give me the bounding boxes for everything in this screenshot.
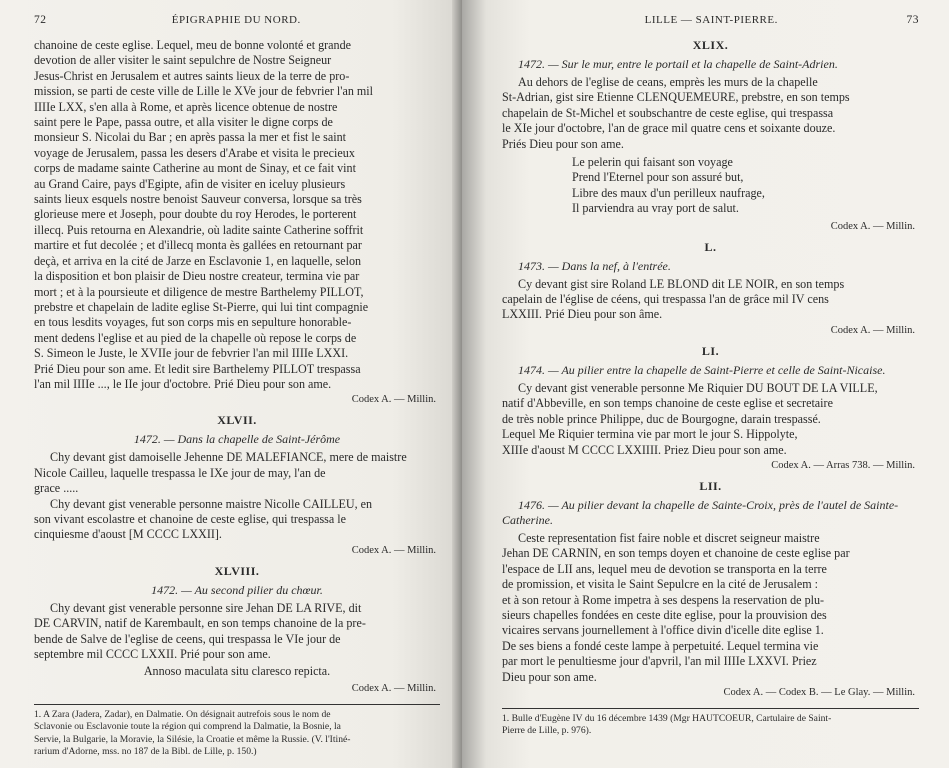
- verse-line: Le pelerin qui faisant son voyage: [572, 155, 733, 170]
- text-line: vicaires servans journellement à l'office divin d'icelle dite eglise 1.: [502, 623, 824, 638]
- entry-heading: [502, 259, 919, 274]
- codex-citation: Codex A. — Millin.: [830, 324, 915, 336]
- codex-citation: Codex A. — Arras 738. — Millin.: [771, 459, 915, 471]
- text-line: Cy devant gist sire Roland LE BLOND dit LE NOIR, en son temps: [518, 276, 845, 291]
- text-line: le XIe jour d'octobre, l'an de grace mil quatre cens et soixante douze.: [502, 121, 836, 136]
- text-line: Chy devant gist venerable personne sire Jehan DE LA RIVE, dit: [50, 600, 362, 615]
- footnote-rule: [502, 708, 919, 709]
- verse-line: Prend l'Eternel pour son assuré but,: [572, 170, 744, 185]
- text-line: l'an mil IIIIe ..., le IIe jour d'octobre. Prié Dieu pour son ame.: [34, 376, 332, 391]
- text-line: la disposition et bon plaisir de Dieu nostre createur, termina vie par: [34, 269, 360, 284]
- text-line: chanoine de ceste eglise. Lequel, meu de bonne volonté et grande: [34, 38, 352, 52]
- footnote-line: 1. A Zara (Jadera, Zadar), en Dalmatie. On désignait autrefois sous le nom de: [34, 708, 331, 720]
- text-line: prebstre et chapelain de ladite eglise St-Pierre, qui lui tint compagnie: [34, 299, 369, 314]
- text-line: S. Simeon le Juste, le XVIIe jour de febvrier l'an mil IIIIe LXXI.: [34, 346, 349, 361]
- entry-heading-text: 1472. — Dans la chapelle de Saint-Jérôme: [133, 432, 341, 447]
- entry-heading: [34, 432, 440, 447]
- entry-heading-text: 1473. — Dans la nef, à l'entrée.: [518, 258, 671, 273]
- text-line: Priés Dieu pour son ame.: [502, 136, 624, 151]
- text-line: en tous lesdits voyages, fut son corps mis en sepulture honorable-: [34, 315, 352, 330]
- text-line: au Grand Caire, pays d'Egipte, afin de visiter en iceluy plusieurs: [34, 176, 346, 191]
- entry-heading-text: 1472. — Au second pilier du chœur.: [151, 582, 323, 597]
- right-page-number: 73: [906, 14, 919, 26]
- text-line: saint pere le Pape, passa outre, et alla visiter le digne corps de: [34, 115, 333, 130]
- text-line: son vivant escolastre et chanoine de ceste eglise, qui trespassa le: [34, 511, 346, 526]
- right-footnote: [502, 713, 919, 738]
- french-verse: [572, 155, 919, 217]
- entry-heading-text: 1472. — Sur le mur, entre le portail et la chapelle de Saint-Adrien.: [518, 57, 838, 71]
- left-page: [0, 0, 462, 768]
- entry-body: [34, 450, 440, 542]
- codex-citation: Codex A. — Millin.: [351, 394, 436, 406]
- left-running-head: ÉPIGRAPHIE DU NORD.: [171, 14, 301, 26]
- text-line: mort ; et à la poursieute et diligence de mestre Barthelemy PILLOT,: [34, 284, 364, 299]
- entry-heading-text: 1476. — Au pilier devant la chapelle de Sainte-Croix, près de l'autel de Sainte-Catherine.: [502, 497, 899, 527]
- entry-heading: [502, 498, 919, 528]
- text-line: martire et fut decolée ; et d'illecq monta ès gallées en retournant par: [34, 238, 362, 253]
- left-page-number: 72: [34, 14, 47, 26]
- text-line: illecq. Puis retourna en Alexandrie, où ladite sainte Catherine soffrit: [34, 222, 364, 237]
- text-line: glorieuse mere et Joseph, pour doubte du roy Herodes, le porterent: [34, 207, 357, 222]
- left-footnote: [34, 709, 440, 759]
- text-line: De ses biens a fondé ceste lampe à perpetuité. Lequel termina vie: [502, 638, 819, 653]
- entry-heading: [502, 363, 919, 378]
- text-line: et à son retour à Rome impetra à ses despens la reservation de plu-: [502, 592, 825, 607]
- entry-body: [502, 75, 919, 152]
- text-line: cinquiesme d'aoust [M CCCC LXXII].: [34, 527, 222, 542]
- entry-body: [502, 381, 919, 458]
- entry-number: XLVII.: [217, 413, 257, 428]
- right-header: [502, 14, 919, 28]
- entry-number: L.: [704, 239, 717, 254]
- text-line: Cy devant gist venerable personne Me Riquier DU BOUT DE LA VILLE,: [518, 380, 878, 395]
- text-line: DE CARVIN, natif de Karembault, en son temps chanoine de la pre-: [34, 616, 366, 631]
- text-line: l'espace de LII ans, lequel meu de devotion se transporta en la terre: [502, 561, 827, 576]
- text-line: chapelain de St-Michel et soubschantre de ceste eglise, qui trespassa: [502, 105, 834, 120]
- entry-body: [502, 277, 919, 323]
- footnote-line: Pierre de Lille, p. 976).: [502, 725, 592, 737]
- text-line: corps de madame sainte Catherine au mont de Sinay, et ce fait vint: [34, 161, 356, 176]
- entry-body: [34, 601, 440, 663]
- text-line: deçà, et arriva en la cité de Jarze en Esclavonie 1, en laquelle, selon: [34, 253, 362, 268]
- text-line: Chy devant gist venerable personne maistre Nicolle CAILLEU, en: [50, 496, 373, 511]
- text-line: XIIIe d'aoust M CCCC LXXIIII. Priez Dieu pour son ame.: [502, 442, 787, 457]
- text-line: grace .....: [34, 481, 79, 496]
- text-line: sieurs chapelles fondées en ceste dite eglise, pour la prouvision des: [502, 607, 827, 622]
- text-line: Jesus-Christ en Jerusalem et autres saints lieux de la terre de pro-: [34, 68, 350, 83]
- footnote-line: Servie, la Bulgarie, la Moravie, la Silésie, la Croatie et même la Russie. (V. l'Itiné-: [34, 733, 351, 745]
- codex-citation: Codex A. — Millin.: [351, 682, 436, 694]
- text-line: monsieur S. Nicolai du Bar ; en après passa la mer et fist le saint: [34, 130, 347, 145]
- left-opening-paragraph: [34, 38, 440, 392]
- text-line: Nicole Cailleu, laquelle trespassa le IXe jour de may, l'an de: [34, 465, 326, 480]
- entry-number: LI.: [701, 343, 720, 358]
- right-running-head: LILLE — SAINT-PIERRE.: [644, 14, 778, 26]
- entry-number: XLVIII.: [214, 563, 260, 578]
- text-line: septembre mil CCCC LXXII. Prié pour son ame.: [34, 647, 271, 661]
- text-line: bende de Salve de l'eglise de ceens, qui trespassa le VIe jour de: [34, 631, 341, 646]
- text-line: natif d'Abbeville, en son temps chanoine de ceste eglise et secretaire: [502, 396, 833, 411]
- codex-citation: Codex A. — Millin.: [830, 220, 915, 232]
- verse-line: Il parviendra au vray port de salut.: [572, 201, 739, 216]
- text-line: ment dedens l'eglise et au pied de la chapelle où repose le corps de: [34, 330, 357, 345]
- entry-heading: [502, 57, 919, 72]
- entry-heading: [34, 583, 440, 598]
- text-line: Au dehors de l'eglise de ceans, emprès les murs de la chapelle: [518, 75, 818, 89]
- entry-number: LII.: [699, 478, 722, 493]
- text-line: St-Adrian, gist sire Etienne CLENQUEMEURE, prebstre, en son temps: [502, 90, 850, 105]
- codex-citation: Codex A. — Millin.: [351, 544, 436, 556]
- text-line: Chy devant gist damoiselle Jehenne DE MALEFIANCE, mere de maistre: [50, 450, 407, 465]
- text-line: IIIIe LXX, s'en alla à Rome, et après licence obtenue de nostre: [34, 99, 338, 114]
- latin-verse: Annoso maculata situ claresco repicta.: [143, 664, 331, 679]
- entry-heading-text: 1474. — Au pilier entre la chapelle de Saint-Pierre et celle de Saint-Nicaise.: [518, 362, 886, 377]
- footnote-line: rarium d'Adorne, mss. no 187 de la Bibl. de Lille, p. 150.): [34, 746, 257, 758]
- text-line: Prié Dieu pour son ame. Et ledit sire Barthelemy PILLOT trespassa: [34, 361, 361, 376]
- footnote-line: 1. Bulle d'Eugène IV du 16 décembre 1439 (Mgr HAUTCOEUR, Cartulaire de Saint-: [502, 712, 832, 724]
- text-line: Dieu pour son ame.: [502, 669, 597, 684]
- footnote-rule: [34, 704, 440, 705]
- text-line: par mort le penultiesme jour d'apvril, l'an mil IIIIe LXXVI. Priez: [502, 654, 817, 669]
- entry-number: XLIX.: [692, 38, 729, 52]
- text-line: Lequel Me Riquier termina vie par mort le jour S. Hippolyte,: [502, 427, 798, 442]
- verse-line: Libre des maux d'un perilleux naufrage,: [572, 185, 765, 200]
- text-line: LXXIII. Prié Dieu pour son âme.: [502, 307, 663, 322]
- footnote-line: Sclavonie ou Esclavonie toute la région qui comprend la Dalmatie, la Bosnie, la: [34, 721, 341, 733]
- text-line: Ceste representation fist faire noble et discret seigneur maistre: [518, 530, 820, 545]
- codex-citation: Codex A. — Codex B. — Le Glay. — Millin.: [723, 686, 915, 698]
- text-line: voyage de Jerusalem, passa les desers d'Arabe et visita le precieux: [34, 145, 355, 160]
- left-header: [34, 14, 440, 28]
- text-line: Jehan DE CARNIN, en son temps doyen et chanoine de ceste eglise par: [502, 546, 850, 561]
- text-line: de promission, et visita le Saint Sepulcre en la cité de Jerusalem :: [502, 577, 819, 592]
- entry-body: [502, 531, 919, 685]
- text-line: saints lieux esquels nostre benoist Sauveur conversa, lorsque sa très: [34, 192, 362, 207]
- text-line: capelain de l'église de céens, qui trespassa l'an de grâce mil IV cens: [502, 292, 829, 307]
- text-line: de très noble prince Philippe, duc de Bourgogne, darain trespassé.: [502, 411, 821, 426]
- text-line: devotion de aller visiter le saint sepulchre de Nostre Seigneur: [34, 53, 332, 68]
- right-page: [462, 0, 949, 768]
- text-line: mission, se parti de ceste ville de Lille le XVe jour de febvrier l'an mil: [34, 84, 374, 99]
